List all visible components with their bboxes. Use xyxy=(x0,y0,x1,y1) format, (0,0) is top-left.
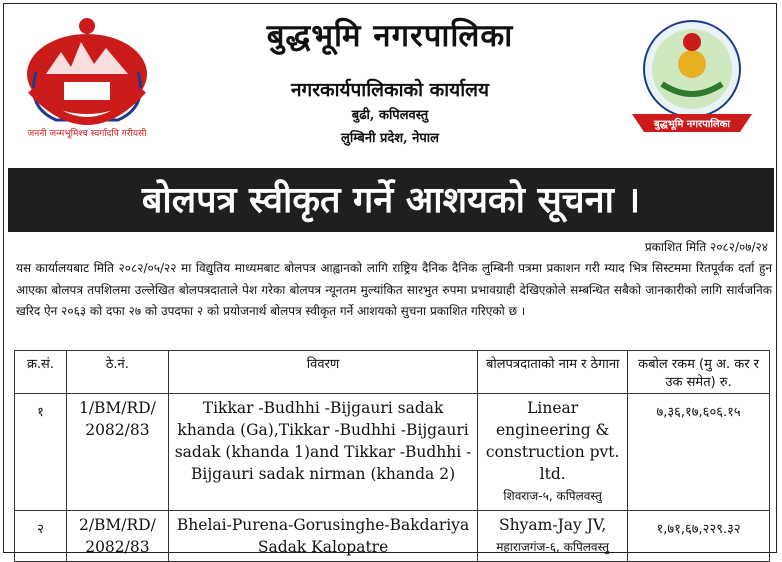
municipality-title: बुद्धभूमि नगरपालिका xyxy=(266,18,514,54)
table-row xyxy=(15,511,770,562)
header-amount: कबोल रकम (मु अ. कर र उक समेत) रु. xyxy=(628,351,770,394)
row-contract: 2/BM/RD/ 2082/83 xyxy=(66,511,168,562)
table-header-row xyxy=(15,351,770,394)
header-sn: क्र.सं. xyxy=(15,351,67,394)
header-bidder: बोलपत्रदाताको नाम र ठेगाना xyxy=(478,351,628,394)
bidder-address: महाराजगंज-६, कपिलवस्तु xyxy=(496,540,610,554)
row-description: Tikkar -Budhhi -Bijgauri sadak khanda (Ga),Tikkar -Budhhi -Bijgauri sadak (khanda 1)and Tikkar -Budhhi - Bijgauri sadak nirman (khanda 2) xyxy=(168,394,477,511)
row-contract: 1/BM/RD/ 2082/83 xyxy=(66,394,168,511)
municipality-logo-icon xyxy=(622,14,762,144)
bidder-name: Linear engineering & construction pvt. ltd. xyxy=(485,399,620,483)
published-date: प्रकाशित मिति २०८२/०७/२४ xyxy=(644,240,768,254)
header-description: विवरण xyxy=(168,351,477,394)
row-amount: ७,३६,१७,६०६.१५ xyxy=(628,394,770,511)
table-row xyxy=(15,394,770,511)
address-line-2: लुम्बिनी प्रदेश, नेपाल xyxy=(341,131,439,146)
nepal-emblem-icon xyxy=(16,12,158,144)
header-contract: ठे.नं. xyxy=(66,351,168,394)
logo-text: बुद्धभूमि नगरपालिका xyxy=(654,119,730,130)
notice-body: यस कार्यालयबाट मिति २०८२/०५/२२ मा विद्युतिय माध्यमबाट बोलपत्र आह्वानको लागि राष्ट्रिय दैनिक दैनिक लुम्बिनी पत्रमा प्रकाशन गरी म्याद भित्र सिस्टममा रितपूर्वक दर्ता हुन आएका बोलपत्र तपशिलमा उल्लेखित बोलपत्रदाताले पेश गरेका बोलपत्र न्यूनतम मुल्यांकित सारभुत रुपमा प्रभावग्राही देखिएकोले सम्बन्धित सबैको जानकारीको लागि सार्वजनिक खरिद ऐन २०६३ को दफा २७ को उपदफा २ को प्रयोजनार्थ बोलपत्र स्वीकृत गर्ने आशयको सुचना प्रकाशित गरिएको छ । xyxy=(16,261,772,318)
bidder-name: Shyam-Jay JV, xyxy=(499,516,607,534)
row-sn: १ xyxy=(15,394,67,511)
bidder-address: शिवराज-५, कपिलवस्तु xyxy=(503,489,602,503)
notice-banner: बोलपत्र स्वीकृत गर्ने आशयको सूचना । xyxy=(8,168,774,232)
row-sn: २ xyxy=(15,511,67,562)
office-title: नगरकार्यपालिकाको कार्यालय xyxy=(290,79,490,101)
bid-table xyxy=(14,350,770,562)
row-bidder xyxy=(478,511,628,562)
row-amount: १,७१,६७,२२९.३२ xyxy=(628,511,770,562)
emblem-text: जननी जन्मभूमिश्च स्वर्गादपि गरीयसी xyxy=(27,129,147,139)
address-line-1: बुढी, कपिलवस्तु xyxy=(351,108,429,123)
row-description: Bhelai-Purena-Gorusinghe-Bakdariya Sadak Kalopatre xyxy=(168,511,477,562)
row-bidder xyxy=(478,394,628,511)
